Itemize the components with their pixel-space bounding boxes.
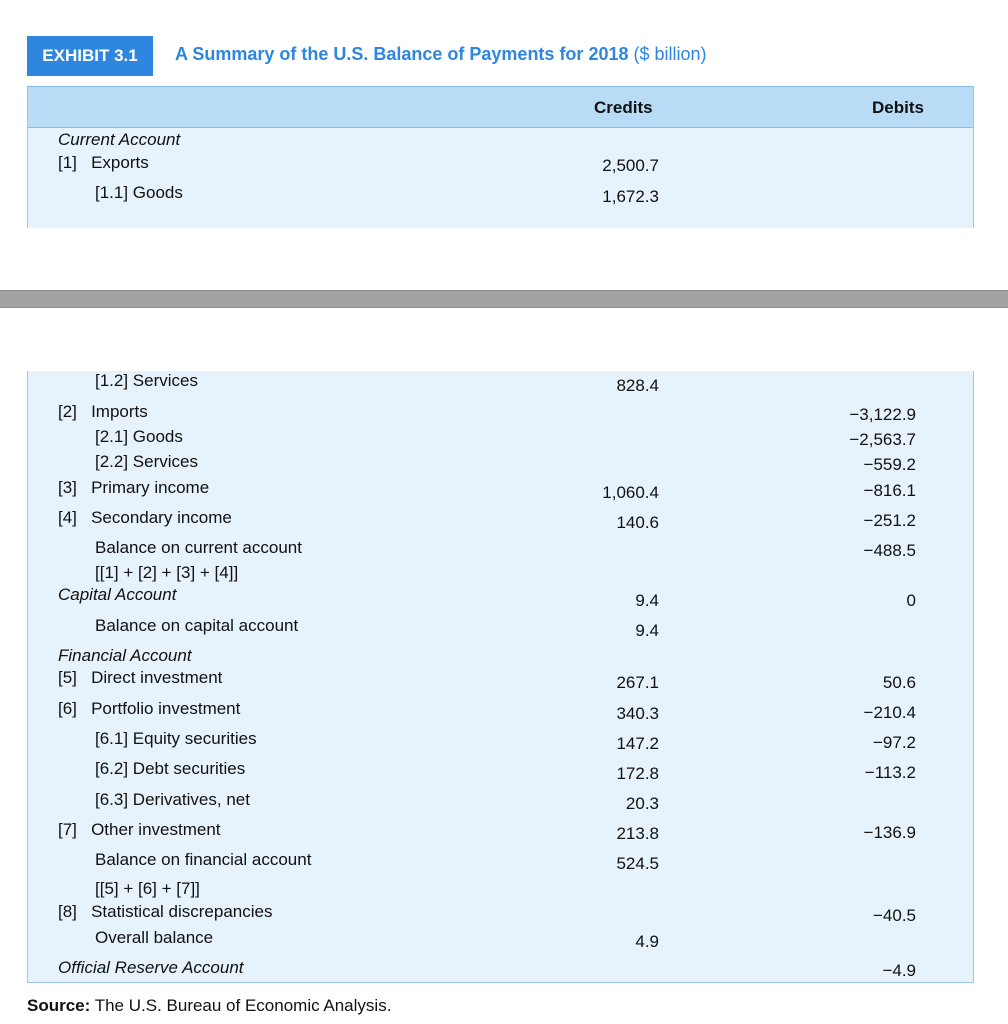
credit-value: 1,060.4 bbox=[602, 483, 659, 502]
row-label: [5] Direct investment bbox=[58, 668, 223, 687]
debit-value: −136.9 bbox=[863, 823, 916, 842]
debit-value: −251.2 bbox=[863, 511, 916, 530]
row-label: [3] Primary income bbox=[58, 478, 210, 497]
debit-value: −97.2 bbox=[872, 733, 916, 752]
source-note bbox=[27, 996, 391, 1016]
row-label: [7] Other investment bbox=[58, 820, 221, 839]
credit-value: 267.1 bbox=[616, 673, 659, 692]
credit-value: 2,500.7 bbox=[602, 156, 659, 175]
row-label: [6.2] Debt securities bbox=[95, 759, 246, 778]
row-label: [2.1] Goods bbox=[95, 427, 183, 446]
debit-value: −3,122.9 bbox=[849, 405, 916, 424]
debit-value: 50.6 bbox=[882, 673, 916, 692]
row-label: [1.1] Goods bbox=[95, 183, 183, 202]
debit-value: −40.5 bbox=[872, 906, 916, 925]
debit-value: −113.2 bbox=[864, 763, 916, 782]
credit-value: 340.3 bbox=[616, 704, 659, 723]
row-label: [1] Exports bbox=[58, 153, 149, 172]
credit-value: 9.4 bbox=[635, 621, 659, 640]
credit-value: 4.9 bbox=[635, 932, 659, 951]
exhibit-badge: EXHIBIT 3.1 bbox=[27, 36, 153, 76]
credit-value: 524.5 bbox=[616, 854, 659, 873]
credit-value: 20.3 bbox=[625, 794, 659, 813]
debit-value: −2,563.7 bbox=[849, 430, 916, 449]
row-label: Capital Account bbox=[58, 585, 177, 604]
debit-value: −816.1 bbox=[863, 481, 916, 500]
row-label: [2.2] Services bbox=[95, 452, 198, 471]
row-label: [[1] + [2] + [3] + [4]] bbox=[95, 563, 239, 582]
credit-value: 147.2 bbox=[616, 734, 659, 753]
row-label: Balance on capital account bbox=[95, 616, 299, 635]
credits-header: Credits bbox=[594, 98, 653, 117]
table-panel-bottom bbox=[27, 371, 974, 983]
credit-value: 172.8 bbox=[616, 764, 659, 783]
credit-value: 140.6 bbox=[616, 513, 659, 532]
row-label: Overall balance bbox=[95, 928, 214, 947]
table-header bbox=[28, 86, 973, 128]
source-text: The U.S. Bureau of Economic Analysis. bbox=[94, 996, 392, 1015]
credit-value: 9.4 bbox=[635, 591, 659, 610]
page-break-divider bbox=[0, 290, 1008, 308]
row-label: Balance on financial account bbox=[95, 850, 312, 869]
row-label: [1.2] Services bbox=[95, 371, 198, 390]
row-label: [4] Secondary income bbox=[58, 508, 232, 527]
debit-value: −559.2 bbox=[863, 455, 916, 474]
row-label: [[5] + [6] + [7]] bbox=[95, 879, 200, 898]
row-label: Financial Account bbox=[58, 646, 192, 665]
row-label: Official Reserve Account bbox=[58, 958, 244, 977]
debit-value: −210.4 bbox=[863, 703, 916, 722]
row-label: [2] Imports bbox=[58, 402, 148, 421]
row-label: Current Account bbox=[58, 130, 181, 149]
exhibit-unit: ($ billion) bbox=[633, 44, 707, 64]
debits-header: Debits bbox=[872, 98, 924, 117]
debit-value: −4.9 bbox=[882, 961, 916, 980]
credit-value: 213.8 bbox=[616, 824, 659, 843]
debit-value: −488.5 bbox=[863, 541, 916, 560]
row-label: [6.3] Derivatives, net bbox=[95, 790, 250, 809]
source-label: Source: bbox=[27, 996, 91, 1015]
credit-value: 1,672.3 bbox=[602, 187, 659, 206]
row-label: Balance on current account bbox=[95, 538, 302, 557]
row-label: [6] Portfolio investment bbox=[58, 699, 241, 718]
table-panel-top bbox=[27, 86, 974, 228]
row-label: [6.1] Equity securities bbox=[95, 729, 257, 748]
row-label: [8] Statistical discrepancies bbox=[58, 902, 273, 921]
debit-value: 0 bbox=[906, 591, 916, 610]
exhibit-title bbox=[175, 44, 707, 65]
exhibit-title-text: A Summary of the U.S. Balance of Payments for 2018 bbox=[175, 44, 629, 64]
credit-value: 828.4 bbox=[616, 376, 659, 395]
